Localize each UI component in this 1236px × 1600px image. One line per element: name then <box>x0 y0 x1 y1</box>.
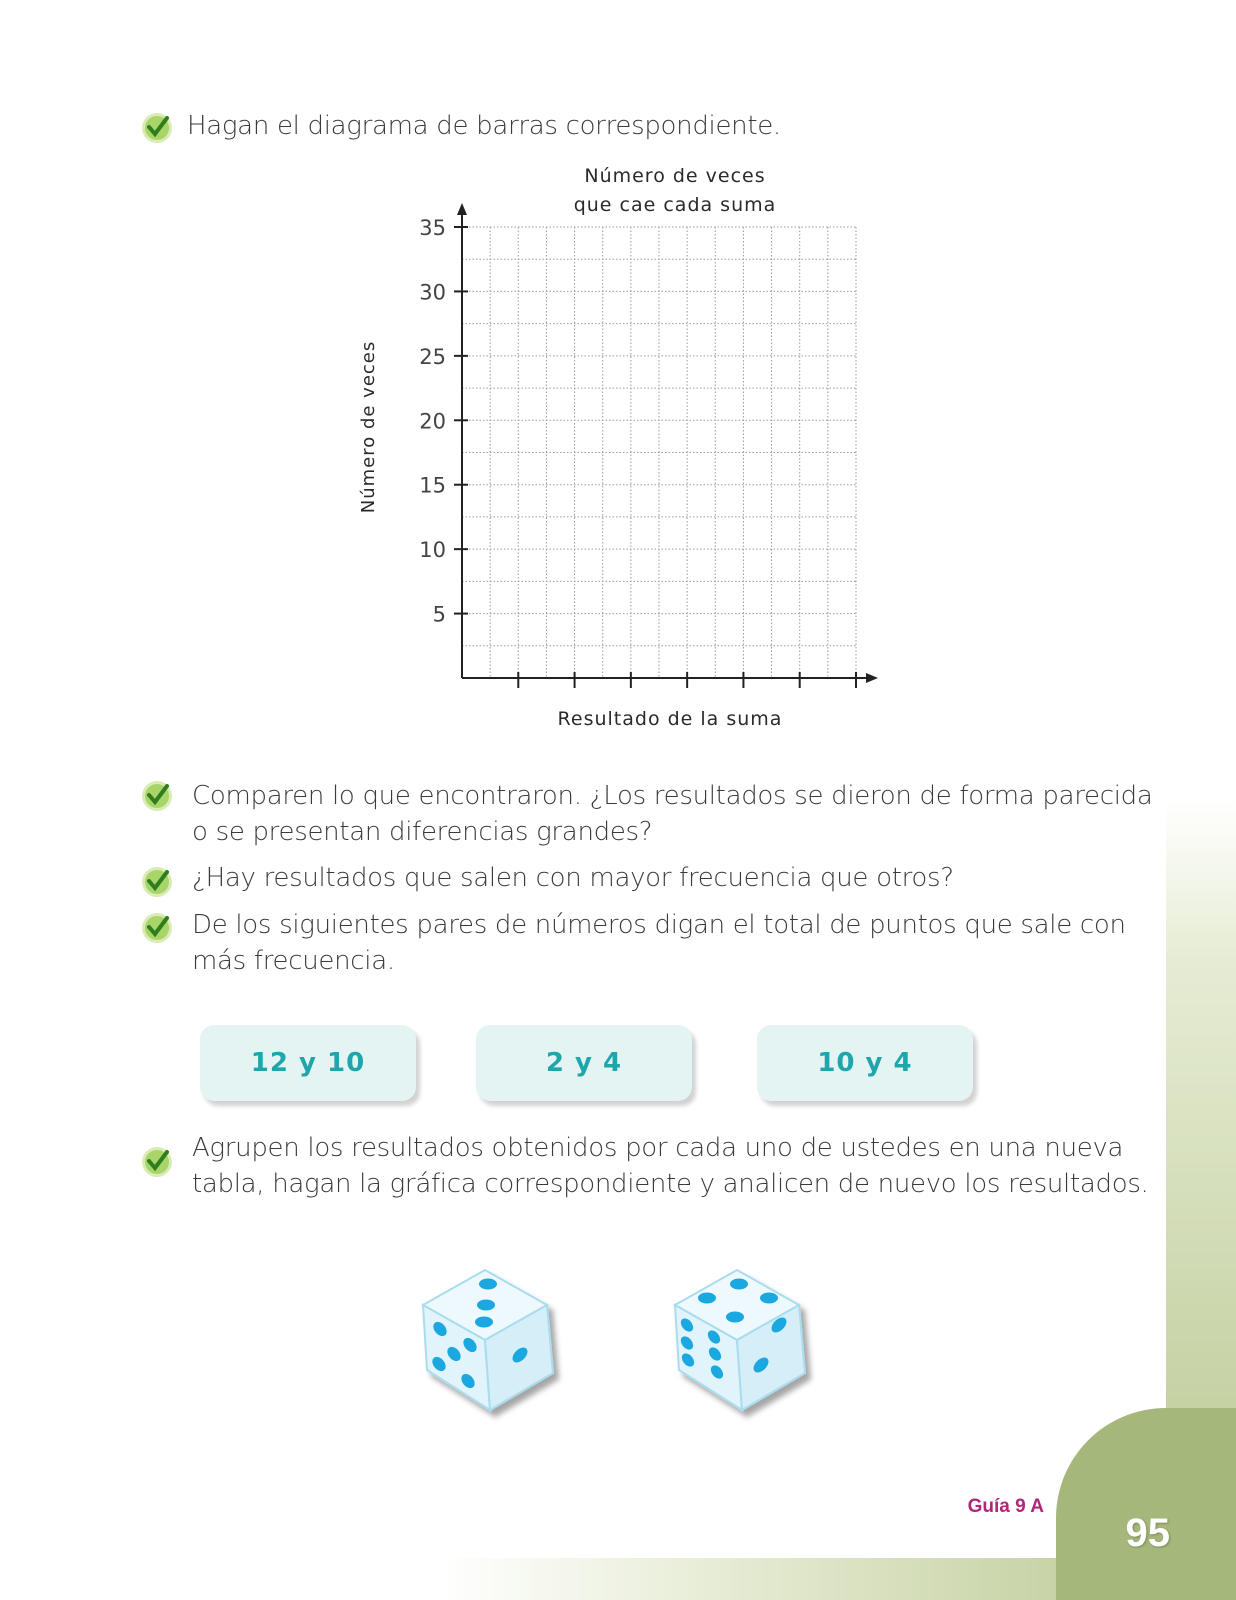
die-icon <box>667 1265 817 1425</box>
y-tick-label: 25 <box>419 344 446 369</box>
y-tick-label: 20 <box>419 409 446 434</box>
x-axis-label: Resultado de la suma <box>557 708 783 730</box>
question-2: Comparen lo que encontraron. ¿Los resultados se dieron de forma parecida o se presentan diferencias grandes? <box>192 781 1153 847</box>
chart-title-line2: que cae cada suma <box>573 194 777 216</box>
pair-card-2: 2 y 4 <box>476 1025 692 1101</box>
bar-chart-grid <box>400 195 890 705</box>
check-icon <box>140 1144 174 1178</box>
check-icon <box>140 110 174 144</box>
y-axis-arrow <box>457 203 467 215</box>
y-tick-label: 10 <box>419 538 446 563</box>
check-icon <box>140 864 174 898</box>
question-3: ¿Hay resultados que salen con mayor frecuencia que otros? <box>192 863 954 893</box>
question-1: Hagan el diagrama de barras correspondiente. <box>187 111 781 141</box>
y-tick-label: 5 <box>432 602 446 627</box>
question-4: De los siguientes pares de números digan el total de puntos que sale con más frecuencia. <box>192 910 1126 976</box>
guide-label: Guía 9 A <box>967 1496 1044 1517</box>
chart-title-line1: Número de veces <box>584 165 766 187</box>
die-icon <box>415 1265 565 1425</box>
pair-card-1: 12 y 10 <box>200 1025 416 1101</box>
check-icon <box>140 910 174 944</box>
y-axis-label: Número de veces <box>358 340 379 514</box>
y-tick-label: 15 <box>419 473 446 498</box>
x-axis-arrow <box>866 673 878 683</box>
page-number: 95 <box>1125 1511 1170 1555</box>
y-tick-label: 35 <box>419 216 446 240</box>
pair-card-3: 10 y 4 <box>757 1025 973 1101</box>
question-5: Agrupen los resultados obtenidos por cada uno de ustedes en una nueva tabla, hagan la gráfica correspondiente y analicen de nuevo los resultados. <box>192 1133 1149 1199</box>
y-tick-label: 30 <box>419 280 446 305</box>
check-icon <box>140 778 174 812</box>
